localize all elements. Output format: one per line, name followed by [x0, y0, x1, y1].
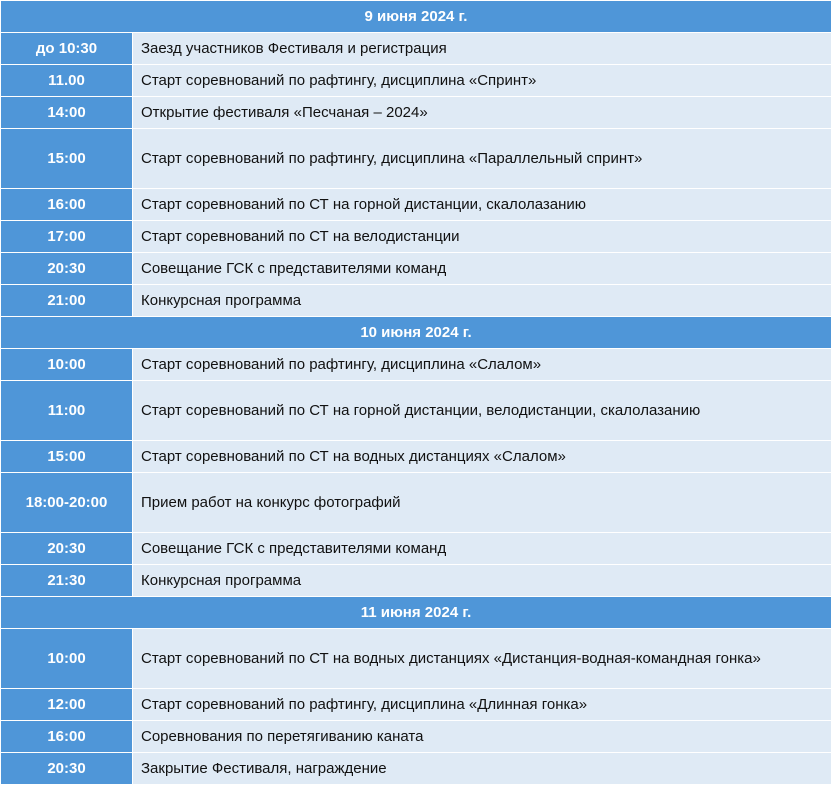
event-time: до 10:30: [1, 33, 133, 65]
event-description: Старт соревнований по рафтингу, дисциплина «Слалом»: [133, 349, 832, 381]
schedule-row: [1, 753, 832, 785]
day-header-row: [1, 597, 832, 629]
event-description: Конкурсная программа: [133, 285, 832, 317]
event-description: Старт соревнований по СТ на горной дистанции, скалолазанию: [133, 189, 832, 221]
event-description: Прием работ на конкурс фотографий: [133, 473, 832, 533]
event-time: 16:00: [1, 721, 133, 753]
event-description: Старт соревнований по рафтингу, дисциплина «Спринт»: [133, 65, 832, 97]
event-time: 21:30: [1, 565, 133, 597]
event-description: Старт соревнований по рафтингу, дисциплина «Параллельный спринт»: [133, 129, 832, 189]
event-description: Конкурсная программа: [133, 565, 832, 597]
schedule-row: [1, 253, 832, 285]
event-time: 18:00-20:00: [1, 473, 133, 533]
schedule-row: [1, 129, 832, 189]
event-time: 12:00: [1, 689, 133, 721]
event-time: 16:00: [1, 189, 133, 221]
event-time: 11:00: [1, 381, 133, 441]
day-header: 11 июня 2024 г.: [1, 597, 832, 629]
event-description: Старт соревнований по СТ на водных дистанциях «Слалом»: [133, 441, 832, 473]
schedule-row: [1, 285, 832, 317]
day-header-row: [1, 317, 832, 349]
event-description: Старт соревнований по СТ на велодистанции: [133, 221, 832, 253]
schedule-row: [1, 721, 832, 753]
schedule-row: [1, 349, 832, 381]
event-time: 10:00: [1, 629, 133, 689]
schedule-row: [1, 565, 832, 597]
event-description: Старт соревнований по рафтингу, дисциплина «Длинная гонка»: [133, 689, 832, 721]
event-description: Соревнования по перетягиванию каната: [133, 721, 832, 753]
event-description: Открытие фестиваля «Песчаная – 2024»: [133, 97, 832, 129]
event-time: 14:00: [1, 97, 133, 129]
schedule-row: [1, 473, 832, 533]
event-description: Старт соревнований по СТ на горной дистанции, велодистанции, скалолазанию: [133, 381, 832, 441]
schedule-row: [1, 189, 832, 221]
day-header: 10 июня 2024 г.: [1, 317, 832, 349]
schedule-row: [1, 381, 832, 441]
day-header-row: [1, 1, 832, 33]
event-time: 20:30: [1, 533, 133, 565]
event-time: 10:00: [1, 349, 133, 381]
schedule-row: [1, 33, 832, 65]
event-time: 20:30: [1, 253, 133, 285]
event-time: 17:00: [1, 221, 133, 253]
schedule-row: [1, 689, 832, 721]
event-description: Старт соревнований по СТ на водных дистанциях «Дистанция-водная-командная гонка»: [133, 629, 832, 689]
schedule-row: [1, 533, 832, 565]
schedule-row: [1, 97, 832, 129]
event-time: 20:30: [1, 753, 133, 785]
event-time: 21:00: [1, 285, 133, 317]
event-description: Совещание ГСК с представителями команд: [133, 533, 832, 565]
event-description: Закрытие Фестиваля, награждение: [133, 753, 832, 785]
schedule-row: [1, 441, 832, 473]
event-time: 11.00: [1, 65, 133, 97]
event-time: 15:00: [1, 441, 133, 473]
schedule-body: [1, 1, 832, 785]
event-description: Заезд участников Фестиваля и регистрация: [133, 33, 832, 65]
day-header: 9 июня 2024 г.: [1, 1, 832, 33]
schedule-row: [1, 221, 832, 253]
event-description: Совещание ГСК с представителями команд: [133, 253, 832, 285]
event-time: 15:00: [1, 129, 133, 189]
schedule-row: [1, 65, 832, 97]
schedule-row: [1, 629, 832, 689]
